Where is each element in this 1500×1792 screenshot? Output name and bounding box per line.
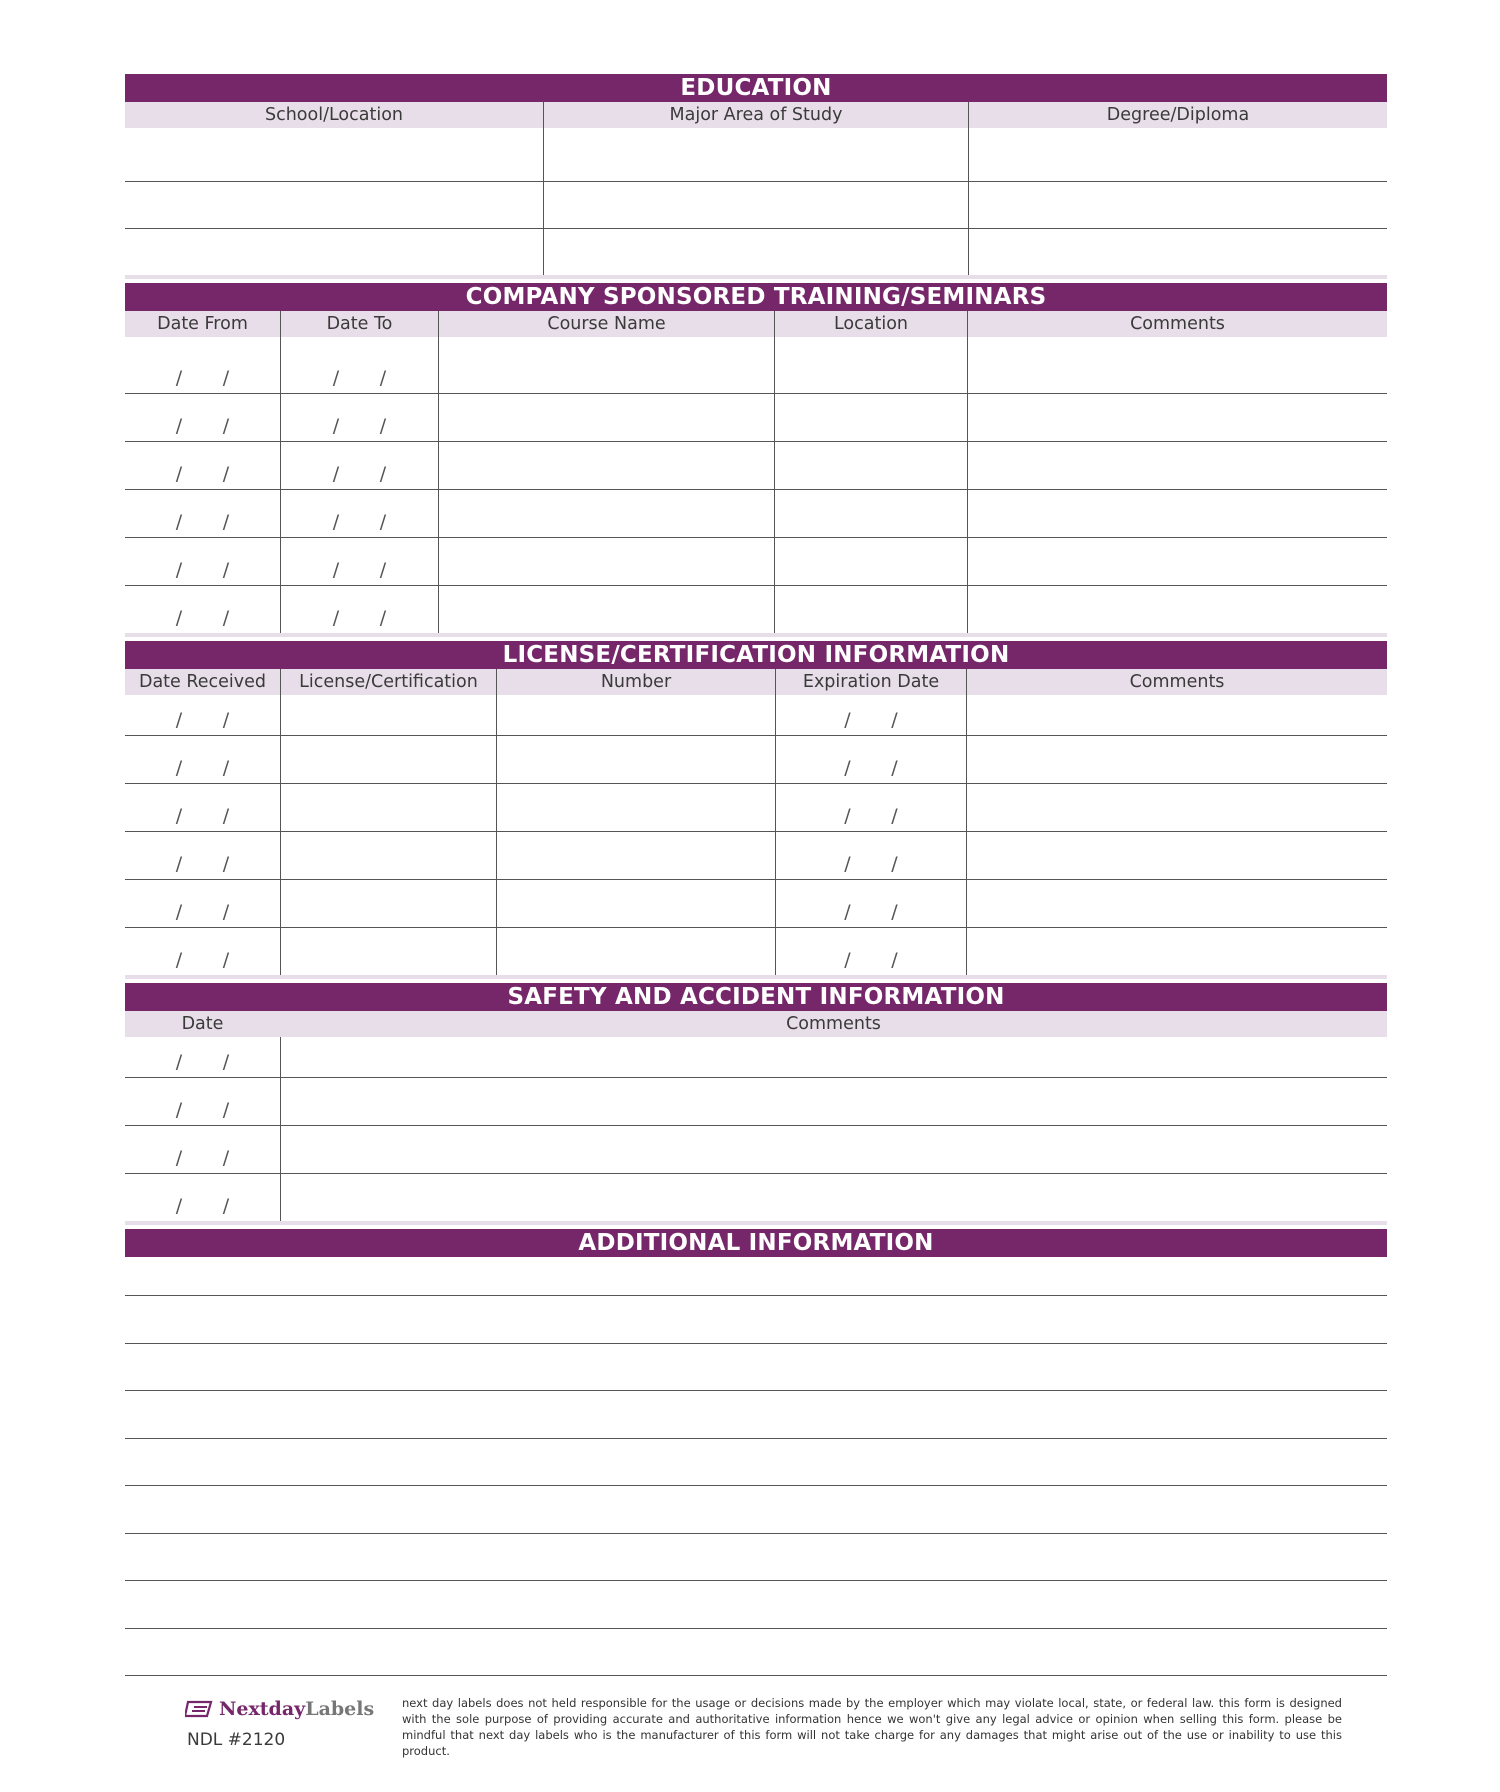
section-divider: [125, 975, 1387, 983]
license-title: LICENSE/CERTIFICATION INFORMATION: [125, 641, 1387, 669]
date-separator: /: [222, 1195, 230, 1217]
date-separator: /: [222, 757, 230, 779]
form-page: [125, 74, 1387, 1676]
text-field[interactable]: [280, 1174, 1387, 1221]
date-separator: /: [379, 511, 387, 533]
table-row: [125, 586, 1387, 633]
date-separator: /: [379, 463, 387, 485]
table-row: [125, 880, 1387, 928]
column-header: Comments: [966, 669, 1387, 695]
date-separator: /: [222, 901, 230, 923]
column-header: School/Location: [264, 105, 403, 125]
text-field[interactable]: [280, 784, 496, 832]
text-field[interactable]: [774, 586, 967, 633]
column-header: Location: [774, 311, 967, 337]
writing-line[interactable]: [125, 1296, 1387, 1344]
safety-title: SAFETY AND ACCIDENT INFORMATION: [125, 983, 1387, 1011]
date-separator: /: [891, 709, 898, 731]
date-separator: /: [222, 559, 230, 581]
text-field[interactable]: [967, 394, 1387, 442]
text-field[interactable]: [438, 394, 774, 442]
text-field[interactable]: [967, 490, 1387, 538]
table-row: [125, 538, 1387, 586]
date-field[interactable]: [280, 538, 438, 586]
table-row: [125, 736, 1387, 784]
column-header: Expiration Date: [775, 669, 966, 695]
safety-header: [125, 1011, 1387, 1037]
date-separator: /: [222, 415, 230, 437]
text-field[interactable]: [438, 538, 774, 586]
date-separator: /: [175, 757, 183, 779]
text-field[interactable]: [496, 695, 775, 736]
date-separator: /: [175, 805, 183, 827]
table-row: [125, 784, 1387, 832]
date-separator: /: [175, 1051, 183, 1073]
date-separator: /: [332, 511, 340, 533]
date-separator: /: [891, 853, 898, 875]
table-row: [125, 394, 1387, 442]
date-field[interactable]: [775, 736, 966, 784]
table-row: [125, 490, 1387, 538]
date-separator: /: [222, 709, 230, 731]
writing-line[interactable]: [125, 1344, 1387, 1392]
date-separator: /: [222, 949, 230, 971]
column-header: Major Area of Study: [543, 102, 968, 128]
education-header: [125, 102, 1387, 128]
date-separator: /: [891, 805, 898, 827]
education-title: EDUCATION: [125, 74, 1387, 102]
text-field[interactable]: [774, 442, 967, 490]
text-field[interactable]: [280, 695, 496, 736]
writing-line[interactable]: [125, 1534, 1387, 1582]
date-separator: /: [222, 463, 230, 485]
date-field[interactable]: [775, 784, 966, 832]
additional-section: [125, 1229, 1387, 1676]
table-row: [125, 1126, 1387, 1174]
training-title: COMPANY SPONSORED TRAINING/SEMINARS: [125, 283, 1387, 311]
column-header: Degree/Diploma: [968, 102, 1387, 128]
text-field[interactable]: [496, 880, 775, 928]
date-field[interactable]: [125, 538, 280, 586]
date-field[interactable]: [775, 880, 966, 928]
license-section: [125, 641, 1387, 975]
date-separator: /: [844, 853, 851, 875]
date-field[interactable]: [125, 1078, 280, 1126]
table-row: [125, 442, 1387, 490]
text-field[interactable]: [967, 538, 1387, 586]
date-separator: /: [222, 1099, 230, 1121]
text-field[interactable]: [967, 586, 1387, 633]
date-separator: /: [175, 949, 183, 971]
date-separator: /: [844, 709, 851, 731]
date-separator: /: [175, 709, 183, 731]
date-separator: /: [175, 415, 183, 437]
date-separator: /: [332, 607, 340, 629]
date-separator: /: [222, 1051, 230, 1073]
date-separator: /: [379, 607, 387, 629]
date-field[interactable]: [280, 442, 438, 490]
text-field[interactable]: [438, 442, 774, 490]
date-field[interactable]: [775, 928, 966, 975]
date-field[interactable]: [125, 784, 280, 832]
legal-disclaimer: next day labels does not held responsible for the usage or decisions made by the employer which may violate local, state, or federal law. this form is designed with the sole purpose of providing accurate and authoritative information hence we won't give any legal advice or opinion when selling this form. please be mindful that next day labels who is the manufacturer of this form will not take charge for any damages that might arise out of the use or inability to use this product.: [402, 1696, 1342, 1758]
date-separator: /: [175, 559, 183, 581]
text-field[interactable]: [280, 1037, 1387, 1078]
date-separator: /: [175, 511, 183, 533]
text-field[interactable]: [496, 784, 775, 832]
date-field[interactable]: [125, 490, 280, 538]
table-row: [125, 128, 1387, 182]
logo-word-labels: Labels: [305, 1698, 375, 1720]
text-field[interactable]: [966, 695, 1387, 736]
text-field[interactable]: [496, 928, 775, 975]
text-field[interactable]: [774, 490, 967, 538]
text-field[interactable]: [968, 128, 1387, 182]
date-separator: /: [175, 367, 183, 389]
writing-line[interactable]: [125, 1581, 1387, 1629]
date-separator: /: [222, 607, 230, 629]
education-section: [125, 74, 1387, 275]
text-field[interactable]: [125, 128, 543, 182]
date-separator: /: [175, 607, 183, 629]
additional-title: ADDITIONAL INFORMATION: [125, 1229, 1387, 1257]
date-separator: /: [891, 949, 898, 971]
date-separator: /: [222, 367, 230, 389]
table-row: [125, 337, 1387, 394]
logo-word-nextday: Nextday: [219, 1698, 306, 1720]
date-field[interactable]: [125, 1126, 280, 1174]
text-field[interactable]: [966, 880, 1387, 928]
text-field[interactable]: [438, 337, 774, 394]
date-field[interactable]: [775, 832, 966, 880]
date-field[interactable]: [280, 394, 438, 442]
training-section: [125, 283, 1387, 633]
date-separator: /: [175, 901, 183, 923]
date-separator: /: [844, 805, 851, 827]
date-separator: /: [175, 1147, 183, 1169]
date-separator: /: [332, 463, 340, 485]
table-row: [125, 229, 1387, 275]
text-field[interactable]: [966, 928, 1387, 975]
label-roll-icon: [185, 1698, 219, 1720]
education-rows: [125, 128, 1387, 275]
text-field[interactable]: [280, 736, 496, 784]
section-divider: [125, 1221, 1387, 1229]
section-divider: [125, 633, 1387, 641]
column-header: Date To: [280, 311, 438, 337]
column-header: Comments: [786, 1014, 881, 1034]
additional-lines: [125, 1257, 1387, 1676]
writing-line[interactable]: [125, 1257, 1387, 1296]
table-row: [125, 832, 1387, 880]
date-separator: /: [222, 1147, 230, 1169]
date-field[interactable]: [125, 337, 280, 394]
date-separator: /: [844, 757, 851, 779]
writing-line[interactable]: [125, 1629, 1387, 1677]
date-field[interactable]: [125, 928, 280, 975]
text-field[interactable]: [280, 832, 496, 880]
date-field[interactable]: [125, 394, 280, 442]
training-header: [125, 311, 1387, 337]
text-field[interactable]: [968, 229, 1387, 275]
table-row: [125, 182, 1387, 229]
text-field[interactable]: [968, 182, 1387, 229]
date-separator: /: [175, 1195, 183, 1217]
table-row: [125, 695, 1387, 736]
date-separator: /: [222, 805, 230, 827]
text-field[interactable]: [280, 928, 496, 975]
date-separator: /: [332, 559, 340, 581]
date-separator: /: [844, 949, 851, 971]
training-rows: [125, 337, 1387, 633]
brand-logo: [185, 1698, 374, 1720]
table-row: [125, 1078, 1387, 1126]
text-field[interactable]: [496, 736, 775, 784]
date-separator: /: [332, 367, 340, 389]
safety-section: [125, 983, 1387, 1221]
text-field[interactable]: [774, 394, 967, 442]
date-separator: /: [891, 901, 898, 923]
date-field[interactable]: [125, 832, 280, 880]
date-field[interactable]: [775, 695, 966, 736]
column-header: Comments: [967, 311, 1387, 337]
writing-line[interactable]: [125, 1391, 1387, 1439]
text-field[interactable]: [966, 784, 1387, 832]
date-separator: /: [175, 853, 183, 875]
date-separator: /: [175, 463, 183, 485]
section-divider: [125, 275, 1387, 283]
license-header: [125, 669, 1387, 695]
date-separator: /: [844, 901, 851, 923]
text-field[interactable]: [967, 442, 1387, 490]
footer: [125, 1692, 1387, 1762]
text-field[interactable]: [774, 337, 967, 394]
date-field[interactable]: [125, 695, 280, 736]
text-field[interactable]: [496, 832, 775, 880]
writing-line[interactable]: [125, 1486, 1387, 1534]
form-number: NDL #2120: [187, 1730, 286, 1750]
date-field[interactable]: [280, 337, 438, 394]
column-header: Date: [181, 1014, 224, 1034]
column-header: Number: [496, 669, 775, 695]
date-separator: /: [379, 559, 387, 581]
date-separator: /: [379, 415, 387, 437]
text-field[interactable]: [280, 1126, 1387, 1174]
text-field[interactable]: [967, 337, 1387, 394]
table-row: [125, 928, 1387, 975]
text-field[interactable]: [966, 736, 1387, 784]
safety-rows: [125, 1037, 1387, 1221]
table-row: [125, 1037, 1387, 1078]
date-field[interactable]: [280, 586, 438, 633]
date-separator: /: [175, 1099, 183, 1121]
table-row: [125, 1174, 1387, 1221]
text-field[interactable]: [280, 1078, 1387, 1126]
text-field[interactable]: [125, 182, 543, 229]
text-field[interactable]: [966, 832, 1387, 880]
text-field[interactable]: [280, 880, 496, 928]
license-rows: [125, 695, 1387, 975]
date-field[interactable]: [125, 736, 280, 784]
text-field[interactable]: [125, 229, 543, 275]
writing-line[interactable]: [125, 1439, 1387, 1487]
column-header: License/Certification: [280, 669, 496, 695]
date-field[interactable]: [125, 442, 280, 490]
date-separator: /: [379, 367, 387, 389]
column-header: Course Name: [438, 311, 774, 337]
date-field[interactable]: [125, 1037, 280, 1078]
column-header: Date Received: [138, 672, 266, 692]
date-separator: /: [332, 415, 340, 437]
date-field[interactable]: [125, 586, 280, 633]
text-field[interactable]: [438, 490, 774, 538]
text-field[interactable]: [774, 538, 967, 586]
text-field[interactable]: [543, 128, 968, 182]
date-separator: /: [222, 511, 230, 533]
text-field[interactable]: [543, 229, 968, 275]
date-field[interactable]: [280, 490, 438, 538]
text-field[interactable]: [438, 586, 774, 633]
column-header: Date From: [157, 314, 248, 334]
date-field[interactable]: [125, 880, 280, 928]
text-field[interactable]: [543, 182, 968, 229]
date-field[interactable]: [125, 1174, 280, 1221]
date-separator: /: [222, 853, 230, 875]
date-separator: /: [891, 757, 898, 779]
